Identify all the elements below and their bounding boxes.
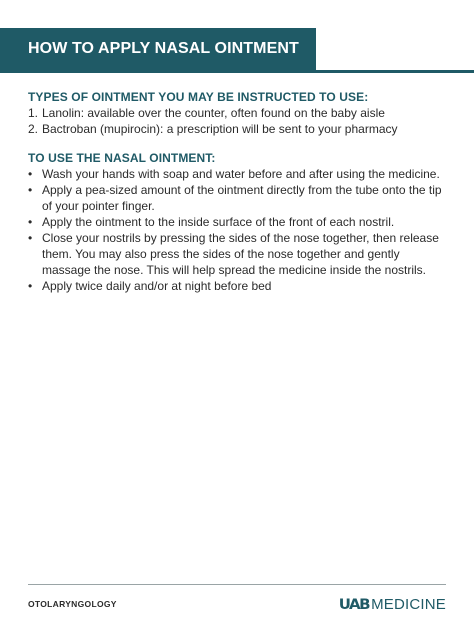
list-item: [28, 278, 448, 294]
main-content: [28, 90, 448, 294]
list-item: [28, 214, 448, 230]
list-item: [28, 230, 448, 278]
list-item: [28, 182, 448, 214]
types-heading: TYPES OF OINTMENT YOU MAY BE INSTRUCTED TO USE:: [28, 90, 369, 104]
list-marker: 2.: [28, 122, 39, 136]
list-item-text: Bactroban (mupirocin): a prescription will be sent to your pharmacy: [42, 122, 398, 136]
header-rule: [0, 70, 474, 73]
page-title: HOW TO APPLY NASAL OINTMENT: [28, 40, 299, 57]
types-list: [28, 105, 448, 137]
bullet: •: [28, 231, 33, 245]
list-item: [28, 105, 448, 121]
list-item: [28, 166, 448, 182]
bullet: •: [28, 215, 33, 229]
bullet: •: [28, 183, 33, 197]
bullet: •: [28, 279, 33, 293]
footer-divider: [28, 584, 446, 585]
list-item-text: Apply twice daily and/or at night before bed: [42, 279, 272, 293]
list-item-text: Wash your hands with soap and water before and after using the medicine.: [42, 167, 440, 181]
usage-list: [28, 166, 448, 294]
list-item: [28, 121, 448, 137]
list-item-text: Apply the ointment to the inside surface of the front of each nostril.: [42, 215, 395, 229]
uab-medicine-logo: [339, 595, 446, 613]
usage-heading: TO USE THE NASAL OINTMENT:: [28, 151, 216, 165]
list-marker: 1.: [28, 106, 39, 120]
list-item-text: Lanolin: available over the counter, often found on the baby aisle: [42, 106, 385, 120]
logo-wordmark: MEDICINE: [371, 595, 446, 613]
uab-logo-mark: UAB: [338, 595, 370, 613]
bullet: •: [28, 167, 33, 181]
list-item-text: Apply a pea-sized amount of the ointment directly from the tube onto the tip of your pointer finger.: [42, 183, 442, 213]
department-label: OTOLARYNGOLOGY: [28, 599, 117, 609]
list-item-text: Close your nostrils by pressing the sides of the nose together, then release them. You may also press the sides of the nose together and gently massage the nose. This will help spread the medicine inside the nostrils.: [42, 231, 439, 277]
